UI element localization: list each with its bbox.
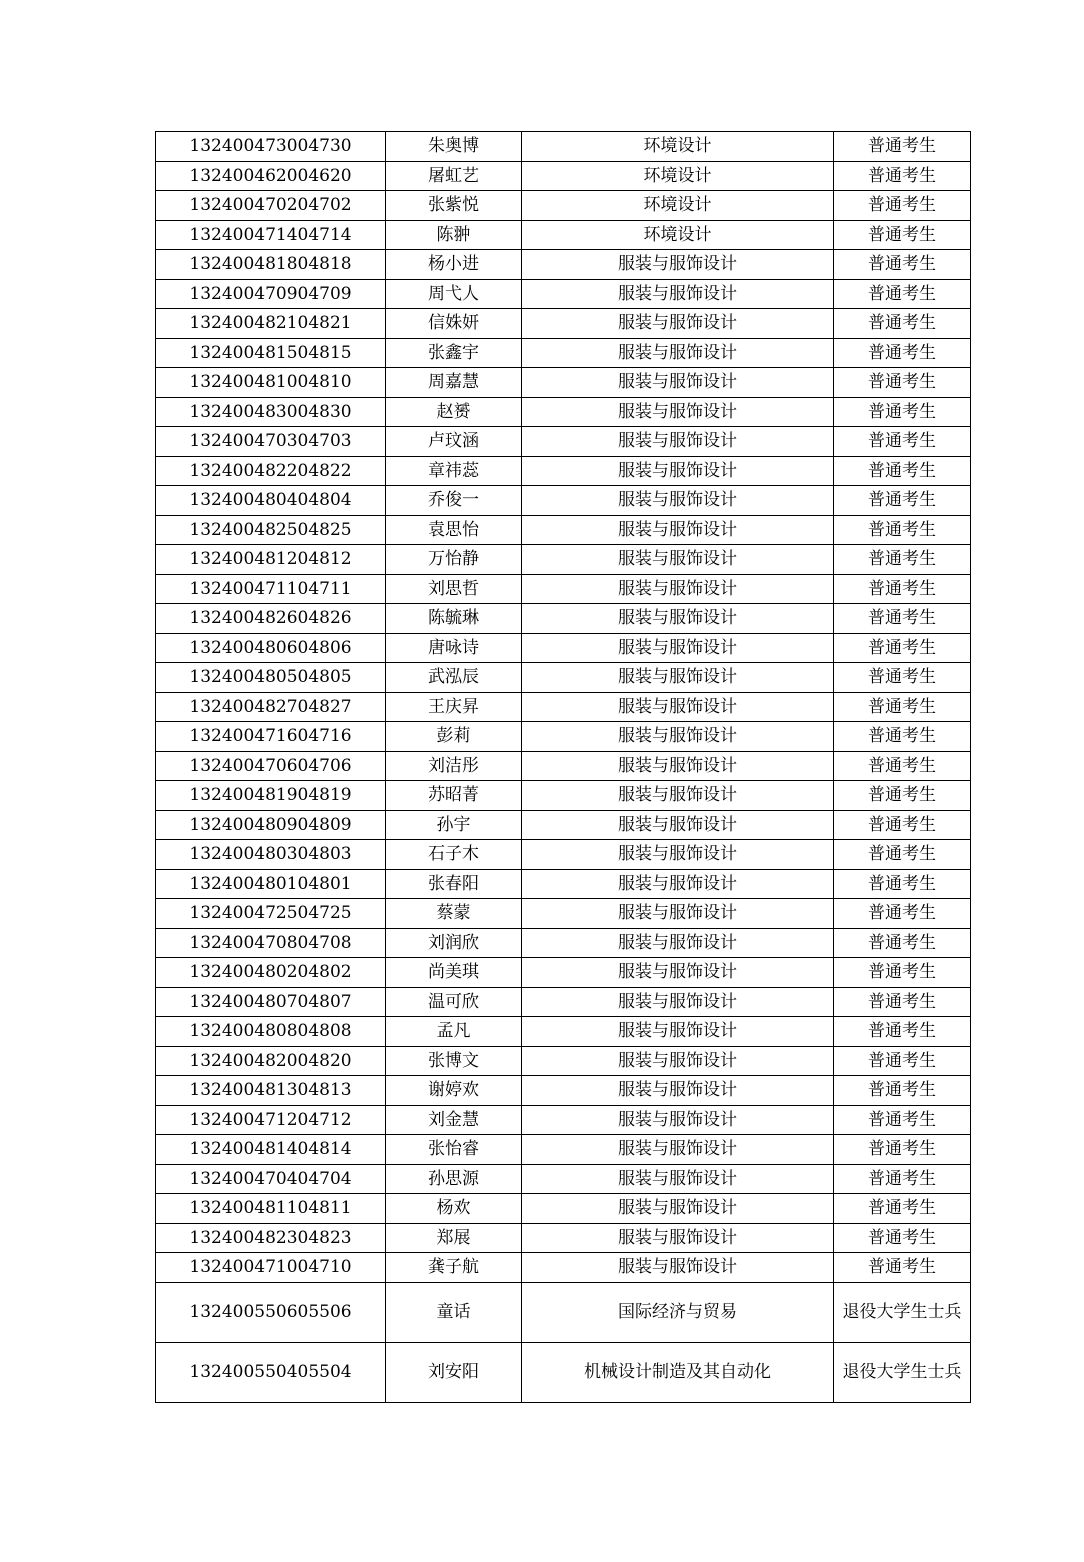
candidate-name-cell: 郑展 xyxy=(386,1223,522,1253)
candidate-id-cell: 132400471204712 xyxy=(156,1105,386,1135)
candidate-name-cell: 张春阳 xyxy=(386,869,522,899)
candidate-id-cell: 132400480404804 xyxy=(156,486,386,516)
category-cell: 普通考生 xyxy=(834,692,971,722)
candidate-name-cell: 信姝妍 xyxy=(386,309,522,339)
table-row xyxy=(156,1282,971,1342)
major-cell: 服装与服饰设计 xyxy=(522,1105,834,1135)
table-row xyxy=(156,1135,971,1165)
major-cell: 环境设计 xyxy=(522,220,834,250)
major-cell: 服装与服饰设计 xyxy=(522,250,834,280)
major-cell: 环境设计 xyxy=(522,191,834,221)
table-row xyxy=(156,309,971,339)
table-row xyxy=(156,338,971,368)
table-row xyxy=(156,456,971,486)
candidate-id-cell: 132400480604806 xyxy=(156,633,386,663)
major-cell: 服装与服饰设计 xyxy=(522,545,834,575)
candidate-id-cell: 132400480504805 xyxy=(156,663,386,693)
category-cell: 普通考生 xyxy=(834,515,971,545)
table-row xyxy=(156,1194,971,1224)
candidate-id-cell: 132400481904819 xyxy=(156,781,386,811)
major-cell: 环境设计 xyxy=(522,132,834,162)
category-cell: 普通考生 xyxy=(834,427,971,457)
table-row xyxy=(156,1164,971,1194)
table-row xyxy=(156,840,971,870)
candidate-name-cell: 赵赟 xyxy=(386,397,522,427)
candidate-name-cell: 武泓辰 xyxy=(386,663,522,693)
major-cell: 服装与服饰设计 xyxy=(522,427,834,457)
category-cell: 普通考生 xyxy=(834,279,971,309)
candidate-id-cell: 132400471104711 xyxy=(156,574,386,604)
category-cell: 普通考生 xyxy=(834,1105,971,1135)
candidate-id-cell: 132400470304703 xyxy=(156,427,386,457)
candidate-id-cell: 132400471404714 xyxy=(156,220,386,250)
roster-body xyxy=(156,132,971,1403)
candidate-id-cell: 132400481504815 xyxy=(156,338,386,368)
candidate-id-cell: 132400462004620 xyxy=(156,161,386,191)
candidate-name-cell: 张博文 xyxy=(386,1046,522,1076)
candidate-id-cell: 132400481204812 xyxy=(156,545,386,575)
candidate-name-cell: 卢玟涵 xyxy=(386,427,522,457)
candidate-id-cell: 132400482204822 xyxy=(156,456,386,486)
table-row xyxy=(156,368,971,398)
candidate-name-cell: 刘润欣 xyxy=(386,928,522,958)
candidate-name-cell: 杨欢 xyxy=(386,1194,522,1224)
category-cell: 普通考生 xyxy=(834,781,971,811)
major-cell: 国际经济与贸易 xyxy=(522,1282,834,1342)
major-cell: 服装与服饰设计 xyxy=(522,604,834,634)
table-row xyxy=(156,810,971,840)
table-row xyxy=(156,1342,971,1402)
candidate-name-cell: 石子木 xyxy=(386,840,522,870)
major-cell: 服装与服饰设计 xyxy=(522,781,834,811)
category-cell: 普通考生 xyxy=(834,220,971,250)
major-cell: 服装与服饰设计 xyxy=(522,456,834,486)
table-row xyxy=(156,987,971,1017)
candidate-id-cell: 132400471604716 xyxy=(156,722,386,752)
major-cell: 服装与服饰设计 xyxy=(522,1017,834,1047)
candidate-id-cell: 132400480804808 xyxy=(156,1017,386,1047)
candidate-name-cell: 朱奥博 xyxy=(386,132,522,162)
candidate-id-cell: 132400482704827 xyxy=(156,692,386,722)
table-row xyxy=(156,899,971,929)
category-cell: 普通考生 xyxy=(834,722,971,752)
category-cell: 普通考生 xyxy=(834,1223,971,1253)
candidate-id-cell: 132400480904809 xyxy=(156,810,386,840)
candidate-name-cell: 孙思源 xyxy=(386,1164,522,1194)
table-row xyxy=(156,633,971,663)
category-cell: 普通考生 xyxy=(834,633,971,663)
candidate-name-cell: 万怡静 xyxy=(386,545,522,575)
candidate-name-cell: 袁思怡 xyxy=(386,515,522,545)
candidate-name-cell: 王庆昇 xyxy=(386,692,522,722)
candidate-name-cell: 孟凡 xyxy=(386,1017,522,1047)
candidate-id-cell: 132400470404704 xyxy=(156,1164,386,1194)
candidate-id-cell: 132400482604826 xyxy=(156,604,386,634)
category-cell: 普通考生 xyxy=(834,751,971,781)
major-cell: 服装与服饰设计 xyxy=(522,692,834,722)
major-cell: 服装与服饰设计 xyxy=(522,1076,834,1106)
category-cell: 普通考生 xyxy=(834,1194,971,1224)
major-cell: 服装与服饰设计 xyxy=(522,515,834,545)
major-cell: 服装与服饰设计 xyxy=(522,1164,834,1194)
table-row xyxy=(156,1223,971,1253)
table-row xyxy=(156,663,971,693)
category-cell: 普通考生 xyxy=(834,250,971,280)
table-row xyxy=(156,869,971,899)
category-cell: 普通考生 xyxy=(834,338,971,368)
candidate-id-cell: 132400480704807 xyxy=(156,987,386,1017)
table-row xyxy=(156,250,971,280)
candidate-name-cell: 苏昭菁 xyxy=(386,781,522,811)
candidate-name-cell: 周弋人 xyxy=(386,279,522,309)
major-cell: 服装与服饰设计 xyxy=(522,633,834,663)
major-cell: 服装与服饰设计 xyxy=(522,1194,834,1224)
major-cell: 服装与服饰设计 xyxy=(522,810,834,840)
category-cell: 普通考生 xyxy=(834,1164,971,1194)
candidate-id-cell: 132400473004730 xyxy=(156,132,386,162)
major-cell: 服装与服饰设计 xyxy=(522,574,834,604)
candidate-name-cell: 张紫悦 xyxy=(386,191,522,221)
category-cell: 普通考生 xyxy=(834,161,971,191)
candidate-id-cell: 132400482104821 xyxy=(156,309,386,339)
candidate-id-cell: 132400482304823 xyxy=(156,1223,386,1253)
candidate-id-cell: 132400470804708 xyxy=(156,928,386,958)
category-cell: 退役大学生士兵 xyxy=(834,1282,971,1342)
table-row xyxy=(156,161,971,191)
table-row xyxy=(156,132,971,162)
category-cell: 普通考生 xyxy=(834,663,971,693)
candidate-name-cell: 温可欣 xyxy=(386,987,522,1017)
table-row xyxy=(156,220,971,250)
major-cell: 服装与服饰设计 xyxy=(522,987,834,1017)
candidate-name-cell: 陈毓琳 xyxy=(386,604,522,634)
candidate-id-cell: 132400481004810 xyxy=(156,368,386,398)
major-cell: 服装与服饰设计 xyxy=(522,869,834,899)
table-row xyxy=(156,427,971,457)
table-row xyxy=(156,1017,971,1047)
candidate-name-cell: 屠虹艺 xyxy=(386,161,522,191)
category-cell: 普通考生 xyxy=(834,309,971,339)
major-cell: 服装与服饰设计 xyxy=(522,751,834,781)
major-cell: 服装与服饰设计 xyxy=(522,722,834,752)
table-row xyxy=(156,515,971,545)
major-cell: 服装与服饰设计 xyxy=(522,397,834,427)
candidate-name-cell: 章祎蕊 xyxy=(386,456,522,486)
table-row xyxy=(156,781,971,811)
category-cell: 普通考生 xyxy=(834,1076,971,1106)
candidate-name-cell: 张怡睿 xyxy=(386,1135,522,1165)
admission-roster-table xyxy=(155,131,971,1403)
candidate-name-cell: 张鑫宇 xyxy=(386,338,522,368)
category-cell: 普通考生 xyxy=(834,869,971,899)
candidate-id-cell: 132400550605506 xyxy=(156,1282,386,1342)
candidate-id-cell: 132400470604706 xyxy=(156,751,386,781)
candidate-id-cell: 132400471004710 xyxy=(156,1253,386,1283)
category-cell: 普通考生 xyxy=(834,397,971,427)
category-cell: 普通考生 xyxy=(834,456,971,486)
candidate-name-cell: 杨小进 xyxy=(386,250,522,280)
category-cell: 普通考生 xyxy=(834,574,971,604)
table-row xyxy=(156,1076,971,1106)
category-cell: 普通考生 xyxy=(834,1253,971,1283)
major-cell: 服装与服饰设计 xyxy=(522,928,834,958)
major-cell: 服装与服饰设计 xyxy=(522,309,834,339)
candidate-id-cell: 132400481104811 xyxy=(156,1194,386,1224)
major-cell: 服装与服饰设计 xyxy=(522,1046,834,1076)
candidate-id-cell: 132400481404814 xyxy=(156,1135,386,1165)
candidate-name-cell: 童话 xyxy=(386,1282,522,1342)
category-cell: 普通考生 xyxy=(834,368,971,398)
category-cell: 普通考生 xyxy=(834,810,971,840)
table-row xyxy=(156,574,971,604)
category-cell: 普通考生 xyxy=(834,928,971,958)
table-row xyxy=(156,958,971,988)
category-cell: 普通考生 xyxy=(834,545,971,575)
table-row xyxy=(156,279,971,309)
major-cell: 服装与服饰设计 xyxy=(522,368,834,398)
major-cell: 服装与服饰设计 xyxy=(522,1135,834,1165)
major-cell: 服装与服饰设计 xyxy=(522,663,834,693)
major-cell: 服装与服饰设计 xyxy=(522,840,834,870)
major-cell: 服装与服饰设计 xyxy=(522,486,834,516)
category-cell: 普通考生 xyxy=(834,958,971,988)
candidate-name-cell: 刘安阳 xyxy=(386,1342,522,1402)
category-cell: 普通考生 xyxy=(834,132,971,162)
category-cell: 普通考生 xyxy=(834,191,971,221)
candidate-name-cell: 刘思哲 xyxy=(386,574,522,604)
table-row xyxy=(156,191,971,221)
category-cell: 普通考生 xyxy=(834,1135,971,1165)
table-row xyxy=(156,1046,971,1076)
candidate-id-cell: 132400470904709 xyxy=(156,279,386,309)
candidate-name-cell: 蔡蒙 xyxy=(386,899,522,929)
table-row xyxy=(156,692,971,722)
category-cell: 普通考生 xyxy=(834,840,971,870)
candidate-id-cell: 132400481804818 xyxy=(156,250,386,280)
category-cell: 退役大学生士兵 xyxy=(834,1342,971,1402)
candidate-name-cell: 刘洁彤 xyxy=(386,751,522,781)
candidate-name-cell: 龚子航 xyxy=(386,1253,522,1283)
candidate-name-cell: 周嘉慧 xyxy=(386,368,522,398)
candidate-name-cell: 陈翀 xyxy=(386,220,522,250)
candidate-id-cell: 132400480204802 xyxy=(156,958,386,988)
major-cell: 服装与服饰设计 xyxy=(522,958,834,988)
candidate-id-cell: 132400550405504 xyxy=(156,1342,386,1402)
table-row xyxy=(156,1253,971,1283)
major-cell: 机械设计制造及其自动化 xyxy=(522,1342,834,1402)
table-row xyxy=(156,722,971,752)
major-cell: 服装与服饰设计 xyxy=(522,338,834,368)
candidate-id-cell: 132400481304813 xyxy=(156,1076,386,1106)
category-cell: 普通考生 xyxy=(834,1046,971,1076)
candidate-name-cell: 尚美琪 xyxy=(386,958,522,988)
category-cell: 普通考生 xyxy=(834,486,971,516)
category-cell: 普通考生 xyxy=(834,987,971,1017)
major-cell: 服装与服饰设计 xyxy=(522,899,834,929)
candidate-id-cell: 132400482004820 xyxy=(156,1046,386,1076)
roster-sheet xyxy=(155,131,970,1403)
table-row xyxy=(156,928,971,958)
candidate-id-cell: 132400480104801 xyxy=(156,869,386,899)
candidate-id-cell: 132400482504825 xyxy=(156,515,386,545)
table-row xyxy=(156,397,971,427)
candidate-id-cell: 132400470204702 xyxy=(156,191,386,221)
table-row xyxy=(156,486,971,516)
candidate-name-cell: 谢婷欢 xyxy=(386,1076,522,1106)
category-cell: 普通考生 xyxy=(834,1017,971,1047)
category-cell: 普通考生 xyxy=(834,899,971,929)
candidate-name-cell: 乔俊一 xyxy=(386,486,522,516)
candidate-id-cell: 132400472504725 xyxy=(156,899,386,929)
major-cell: 环境设计 xyxy=(522,161,834,191)
candidate-id-cell: 132400483004830 xyxy=(156,397,386,427)
table-row xyxy=(156,751,971,781)
candidate-name-cell: 刘金慧 xyxy=(386,1105,522,1135)
category-cell: 普通考生 xyxy=(834,604,971,634)
table-row xyxy=(156,545,971,575)
major-cell: 服装与服饰设计 xyxy=(522,279,834,309)
major-cell: 服装与服饰设计 xyxy=(522,1223,834,1253)
table-row xyxy=(156,1105,971,1135)
candidate-name-cell: 孙宇 xyxy=(386,810,522,840)
table-row xyxy=(156,604,971,634)
major-cell: 服装与服饰设计 xyxy=(522,1253,834,1283)
candidate-id-cell: 132400480304803 xyxy=(156,840,386,870)
candidate-name-cell: 彭莉 xyxy=(386,722,522,752)
candidate-name-cell: 唐咏诗 xyxy=(386,633,522,663)
